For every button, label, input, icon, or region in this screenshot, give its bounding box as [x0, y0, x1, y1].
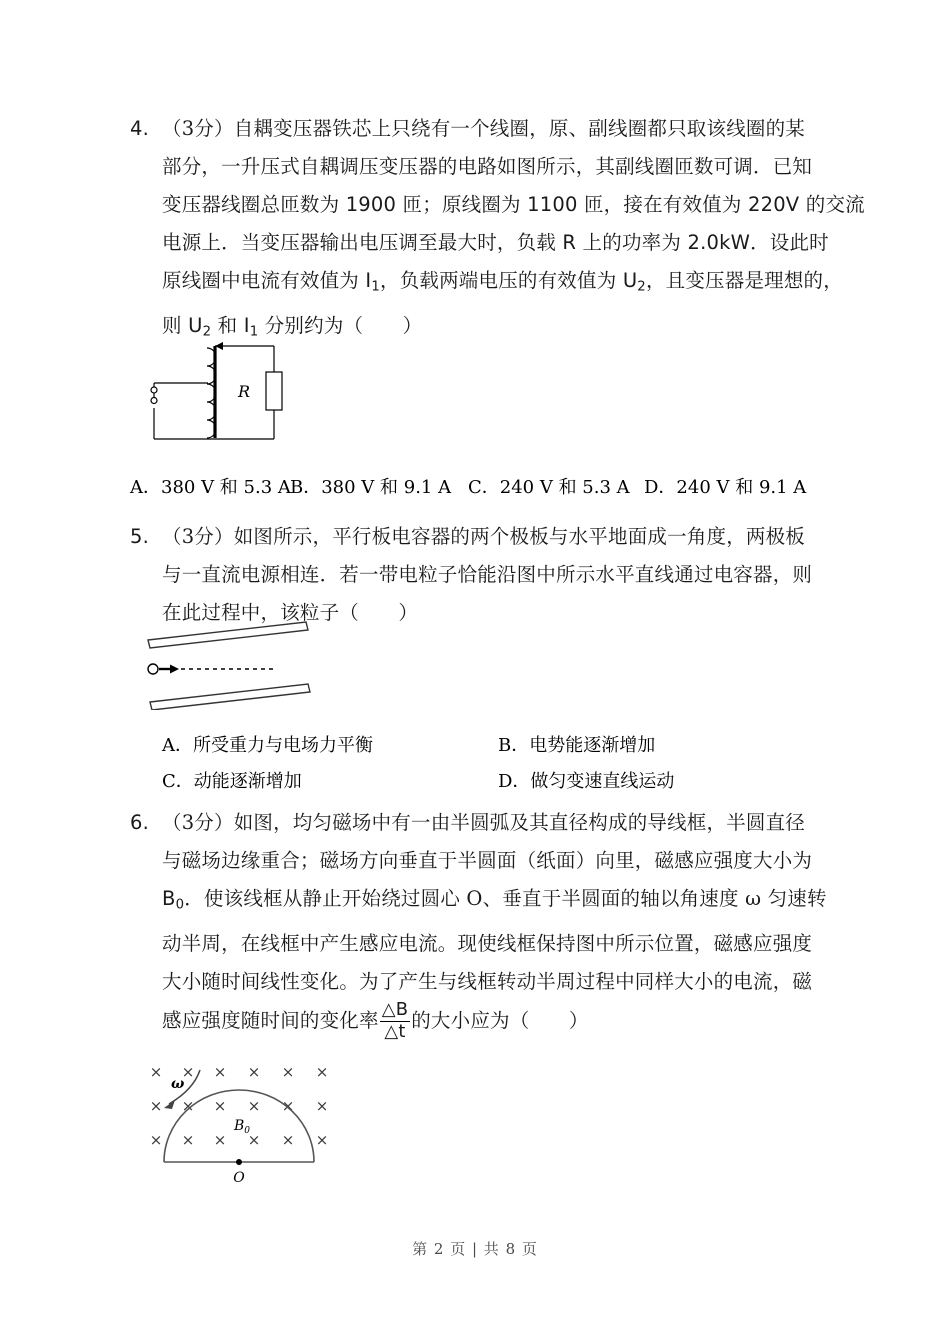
voltage-subscript: 2 — [637, 279, 646, 295]
question-6-line-3 — [130, 880, 830, 925]
cross-icon: × — [281, 1131, 295, 1149]
question-5-line-1 — [130, 518, 830, 556]
question-6-line-5-text: 大小随时间线性变化。为了产生与线框转动半周过程中同样大小的电流，磁 — [162, 969, 813, 993]
question-5-text — [130, 518, 830, 632]
q4-l6-b: 和 — [211, 313, 244, 337]
option-4-b[interactable]: B．380 V 和 9.1 A — [290, 477, 452, 498]
cross-icon: × — [181, 1063, 195, 1081]
question-6-line-4 — [130, 925, 830, 963]
omega-label: ω — [171, 1076, 185, 1092]
capacitor-figure — [140, 618, 330, 710]
transformer-circuit-figure — [142, 340, 302, 450]
option-4-d[interactable]: D．240 V 和 9.1 A — [644, 477, 807, 498]
question-4-line-2-text: 部分，一升压式自耦调压变压器的电路如图所示，其副线圈匝数可调．已知 — [162, 155, 813, 178]
capacitor-upper-plate — [148, 622, 308, 648]
resistor-body — [266, 372, 282, 410]
option-5-b[interactable]: B．电势能逐渐增加 — [498, 735, 656, 756]
q4-l4-c: ．设此时 — [750, 231, 829, 254]
primary-turns-value: 1100 — [527, 193, 578, 216]
cross-icon: × — [149, 1131, 163, 1149]
source-terminal-upper — [151, 387, 157, 393]
voltage-symbol-2: $U_2$ — [188, 313, 212, 340]
fraction-numerator: △B — [381, 998, 409, 1020]
question-6-line-2 — [130, 842, 830, 880]
omega-arrow-head — [164, 1100, 175, 1109]
magnetic-field-svg — [138, 1058, 368, 1193]
option-4-a[interactable]: A．380 V 和 5.3 A — [130, 477, 291, 498]
cross-icon: × — [247, 1097, 261, 1115]
question-5-line-2-text: 与一直流电源相连．若一带电粒子恰能沿图中所示水平直线通过电容器，则 — [162, 563, 813, 586]
voltage-symbol: $U_2$ — [622, 269, 646, 295]
field-strength-symbol: $B_0$ — [162, 887, 185, 913]
question-5-line-3-text: 在此过程中，该粒子（ ） — [162, 601, 419, 624]
question-6-text — [130, 804, 830, 1041]
question-4-text — [130, 110, 865, 351]
total-turns-value: 1900 — [345, 193, 397, 216]
charged-particle-icon — [148, 664, 158, 674]
field-strength-subscript: 0 — [175, 897, 185, 913]
center-point-marker — [236, 1159, 242, 1165]
question-6-line-3-text: ．使该线框从静止开始绕过圆心 O、垂直于半圆面的轴以角速度 ω 匀速转 — [184, 887, 827, 910]
option-4-c[interactable]: C．240 V 和 5.3 A — [468, 477, 630, 498]
cross-icon: × — [213, 1097, 227, 1115]
field-label-B0: $B_0$ — [234, 1118, 251, 1136]
option-5-c[interactable]: C．动能逐渐增加 — [162, 771, 302, 792]
question-5-number: 5. — [130, 525, 150, 548]
question-6-line-1-text: （3分）如图，均匀磁场中有一由半圆弧及其直径构成的导线框，半圆直径 — [162, 811, 806, 834]
current-symbol: $I_1$ — [365, 269, 380, 295]
q4-l6-c: 分别约为（ ） — [258, 313, 423, 337]
magnetic-field-figure — [138, 1058, 368, 1193]
q4-l6-a: 则 — [162, 313, 189, 337]
question-6-line-2-text: 与磁场边缘重合；磁场方向垂直于半圆面（纸面）向里，磁感应强度大小为 — [162, 849, 813, 872]
q4-l3-d: 的交流 — [799, 193, 865, 216]
q4-l5-c: ，且变压器是理想的， — [645, 269, 843, 292]
question-5-line-2 — [130, 556, 830, 594]
question-4-line-3 — [130, 186, 865, 224]
cross-icon: × — [315, 1097, 329, 1115]
q4-l5-a: 原线圈中电流有效值为 — [162, 269, 366, 292]
center-label-O: O — [233, 1170, 245, 1186]
q4-l3-c: 匝，接在有效值为 — [577, 193, 748, 216]
source-terminal-lower — [151, 398, 157, 404]
cross-icon: × — [181, 1097, 195, 1115]
cross-icon: × — [281, 1063, 295, 1081]
question-6-line-6 — [130, 998, 830, 1042]
question-4-line-5 — [130, 262, 843, 307]
question-6-line-4-text: 动半周，在线框中产生感应电流。现使线框保持图中所示位置，磁感应强度 — [162, 931, 813, 955]
cross-icon: × — [315, 1131, 329, 1149]
q4-l5-b: ，负载两端电压的有效值为 — [380, 269, 623, 292]
question-5-line-1-text: （3分）如图所示，平行板电容器的两个极板与水平地面成一角度，两极板 — [162, 525, 806, 548]
resistor-symbol: R — [562, 231, 577, 254]
capacitor-svg — [140, 618, 330, 710]
question-4-line-1-text: （3分）自耦变压器铁芯上只绕有一个线圈，原、副线圈都只取该线圈的某 — [162, 117, 806, 140]
cross-icon: × — [315, 1063, 329, 1081]
question-6-line-6-b: 的大小应为（ ） — [411, 1008, 589, 1032]
fraction-denominator: △t — [384, 1020, 406, 1042]
q4-l4-b: 上的功率为 — [576, 231, 688, 254]
question-4-number: 4. — [130, 117, 150, 140]
question-4-line-2 — [130, 148, 830, 186]
q4-l4-a: 电源上．当变压器输出电压调至最大时，负载 — [162, 231, 563, 254]
cross-icon: × — [247, 1131, 261, 1149]
rate-of-change-fraction — [380, 998, 411, 1042]
cross-icon: × — [149, 1063, 163, 1081]
circuit-svg — [142, 340, 302, 450]
source-voltage-value: 220V — [747, 193, 800, 216]
question-4-options — [130, 470, 850, 506]
option-5-a[interactable]: A．所受重力与电场力平衡 — [162, 735, 373, 756]
current-subscript: 1 — [371, 279, 380, 295]
cross-icon: × — [213, 1131, 227, 1149]
velocity-arrow-head — [170, 665, 179, 674]
q4-l3-a: 变压器线圈总匝数为 — [162, 193, 346, 216]
cross-icon: × — [213, 1063, 227, 1081]
question-5-options-row-2 — [130, 764, 850, 800]
cross-icon: × — [281, 1097, 295, 1115]
cross-icon: × — [181, 1131, 195, 1149]
cross-icon: × — [247, 1063, 261, 1081]
question-4-line-4 — [130, 224, 830, 262]
question-6-number: 6. — [130, 811, 150, 834]
question-6-line-5 — [130, 963, 830, 1001]
question-6-line-6-a: 感应强度随时间的变化率 — [162, 1008, 379, 1032]
question-5-options-row-1 — [130, 728, 850, 764]
capacitor-lower-plate — [150, 684, 310, 710]
cross-icon: × — [149, 1097, 163, 1115]
question-6-line-1 — [130, 804, 830, 842]
resistor-label: R — [238, 382, 251, 401]
question-4-line-1 — [130, 110, 830, 148]
current-symbol-2: $I_1$ — [243, 313, 259, 340]
page-footer: 第 2 页 | 共 8 页 — [412, 1240, 538, 1258]
q4-l3-b: 匝；原线圈为 — [396, 193, 528, 216]
option-5-d[interactable]: D．做匀变速直线运动 — [498, 771, 675, 792]
power-value: 2.0kW — [687, 231, 751, 254]
